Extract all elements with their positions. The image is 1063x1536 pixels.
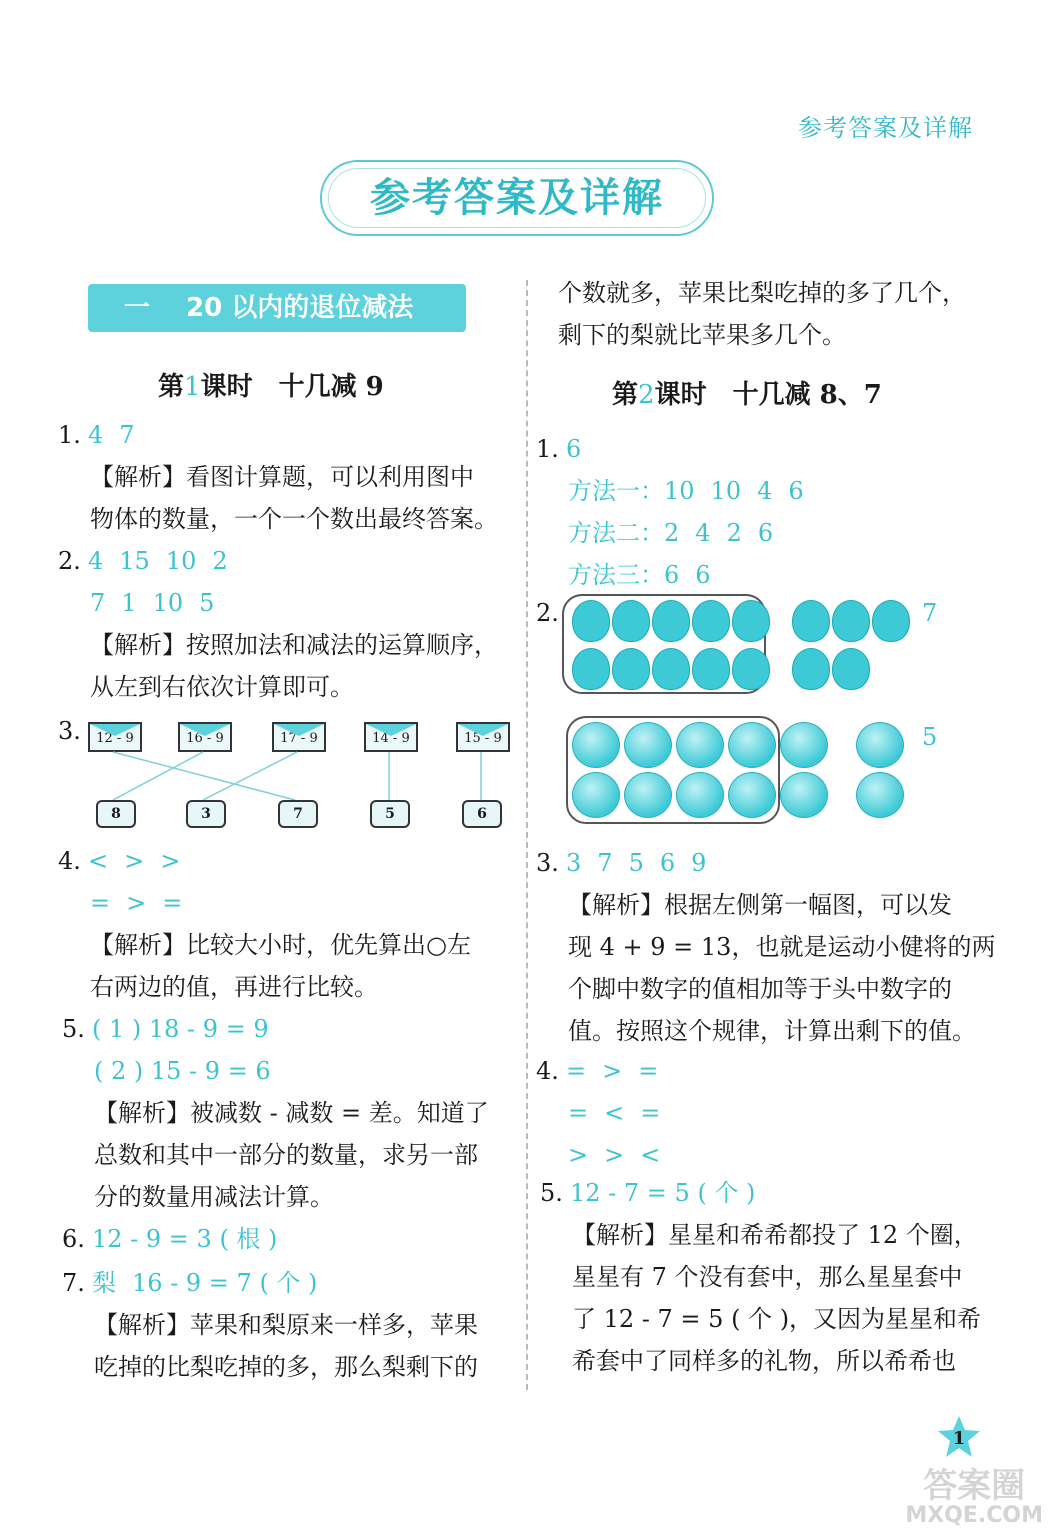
analysis-text: 了 12 - 7 = 5 ( 个 )，又因为星星和希 xyxy=(572,1305,982,1333)
analysis-text: 值。按照这个规律，计算出剩下的值。 xyxy=(568,1017,976,1045)
q2-answer-1: 7 xyxy=(922,599,938,627)
envelope: 17 - 9 xyxy=(272,722,326,752)
strawberry-icon xyxy=(652,600,690,642)
analysis-text: 吃掉的比梨吃掉的多，那么梨剩下的 xyxy=(94,1353,478,1381)
envelope: 16 - 9 xyxy=(178,722,232,752)
envelope: 14 - 9 xyxy=(364,722,418,752)
melon-icon xyxy=(572,722,620,768)
melon-icon xyxy=(856,722,904,768)
envelope: 15 - 9 xyxy=(456,722,510,752)
analysis-text: 分的数量用减法计算。 xyxy=(94,1183,334,1211)
melon-icon xyxy=(856,772,904,818)
left-q5: 5. ( 1 ) 18 - 9 = 9 ( 2 ) 15 - 9 = 6 【解析】被减数 - 减数 = 差。知道了 总数和其中一部分的数量，求另一部 分的数量用减法计算。 xyxy=(62,1008,489,1218)
right-q2-number: 2. xyxy=(536,599,559,627)
analysis-text: 个数就多，苹果比梨吃掉的多了几个， xyxy=(558,279,966,307)
left-q1: 1. 4 7 【解析】看图计算题，可以利用图中 物体的数量，一个一个数出最终答案。 xyxy=(58,414,498,540)
unit-number: 一 xyxy=(124,293,151,323)
analysis-text: 【解析】比较大小时，优先算出○左 xyxy=(90,931,471,959)
strawberry-icon xyxy=(652,648,690,690)
analysis-text: 个脚中数字的值相加等于头中数字的 xyxy=(568,975,952,1003)
left-q2: 2. 4 15 10 2 7 1 10 5 【解析】按照加法和减法的运算顺序， 从左到右依次计算即可。 xyxy=(58,540,498,708)
strawberry-icon xyxy=(792,648,830,690)
q2-answer-2: 5 xyxy=(922,723,938,751)
mailbox: 5 xyxy=(370,800,410,828)
envelope: 12 - 9 xyxy=(88,722,142,752)
lesson-1-title: 第1课时 十几减 9 xyxy=(158,372,384,402)
matching-lines xyxy=(0,0,600,900)
strawberry-icon xyxy=(692,600,730,642)
lesson-number: 2 xyxy=(638,380,655,410)
analysis-text: 总数和其中一部分的数量，求另一部 xyxy=(94,1141,478,1169)
analysis-text: 现 4 + 9 = 13，也就是运动小健将的两 xyxy=(568,933,996,961)
left-q3-number: 3. xyxy=(58,717,81,745)
watermark: 答案圈 MXQE.COM xyxy=(905,1466,1043,1528)
analysis-text: 【解析】被减数 - 减数 = 差。知道了 xyxy=(94,1099,489,1127)
melon-icon xyxy=(780,772,828,818)
strawberry-icon xyxy=(832,600,870,642)
header-tag: 参考答案及详解 xyxy=(798,114,973,142)
analysis-text: 【解析】星星和希希都投了 12 个圈， xyxy=(572,1221,978,1249)
right-q5: 5. 12 - 7 = 5 ( 个 ) 【解析】星星和希希都投了 12 个圈， 星星有 7 个没有套中，那么星星套中 了 12 - 7 = 5 ( 个 )，又因为星星和希 希套中了同样多的礼物，所以希希也 xyxy=(540,1172,981,1382)
analysis-text: 【解析】看图计算题，可以利用图中 xyxy=(90,463,474,491)
left-q6: 6. 12 - 9 = 3 ( 根 ) xyxy=(62,1225,278,1253)
page-title: 参考答案及详解 xyxy=(370,174,664,221)
mailbox: 6 xyxy=(462,800,502,828)
melon-icon xyxy=(624,772,672,818)
left-q4: 4. < > > = > = 【解析】比较大小时，优先算出○左 右两边的值，再进行比较。 xyxy=(58,840,471,1008)
strawberry-icon xyxy=(732,648,770,690)
unit-name: 20 以内的退位减法 xyxy=(186,293,414,323)
analysis-text: 右两边的值，再进行比较。 xyxy=(90,973,378,1001)
strawberry-icon xyxy=(572,648,610,690)
lesson-2-title: 第2课时 十几减 8、7 xyxy=(612,380,882,410)
right-q1: 1. 6 方法一：10 10 4 6 方法二：2 4 2 6 方法三：6 6 xyxy=(536,435,804,589)
page-number: 1 xyxy=(952,1428,966,1449)
mailbox: 7 xyxy=(278,800,318,828)
strawberry-icon xyxy=(612,600,650,642)
analysis-text: 从左到右依次计算即可。 xyxy=(90,673,354,701)
left-q7: 7. 梨 16 - 9 = 7 ( 个 ) 【解析】苹果和梨原来一样多，苹果 吃掉的比梨吃掉的多，那么梨剩下的 xyxy=(62,1262,478,1388)
strawberry-icon xyxy=(612,648,650,690)
lesson-number: 1 xyxy=(184,372,201,402)
right-q4: 4. = > = = < = > > < xyxy=(536,1057,661,1169)
analysis-text: 物体的数量，一个一个数出最终答案。 xyxy=(90,505,498,533)
strawberry-icon xyxy=(792,600,830,642)
analysis-text: 【解析】根据左侧第一幅图，可以发 xyxy=(568,891,952,919)
melon-icon xyxy=(676,772,724,818)
strawberry-icon xyxy=(692,648,730,690)
mailbox: 3 xyxy=(186,800,226,828)
mailbox: 8 xyxy=(96,800,136,828)
melon-icon xyxy=(676,722,724,768)
strawberry-icon xyxy=(732,600,770,642)
right-q3: 3. 3 7 5 6 9 【解析】根据左侧第一幅图，可以发 现 4 + 9 = 13，也就是运动小健将的两 个脚中数字的值相加等于头中数字的 值。按照这个规律，计算出剩下的值。 xyxy=(536,842,995,1052)
analysis-text: 希套中了同样多的礼物，所以希希也 xyxy=(572,1347,956,1375)
analysis-text: 星星有 7 个没有套中，那么星星套中 xyxy=(572,1263,963,1291)
right-continuation xyxy=(558,272,966,356)
analysis-text: 【解析】苹果和梨原来一样多，苹果 xyxy=(94,1311,478,1339)
strawberry-icon xyxy=(572,600,610,642)
page-number-star xyxy=(936,1414,982,1460)
melon-icon xyxy=(624,722,672,768)
melon-icon xyxy=(780,722,828,768)
strawberry-icon xyxy=(832,648,870,690)
analysis-text: 剩下的梨就比苹果多几个。 xyxy=(558,321,846,349)
analysis-text: 【解析】按照加法和减法的运算顺序， xyxy=(90,631,498,659)
melon-icon xyxy=(572,772,620,818)
melon-icon xyxy=(728,722,776,768)
melon-icon xyxy=(728,772,776,818)
strawberry-icon xyxy=(872,600,910,642)
